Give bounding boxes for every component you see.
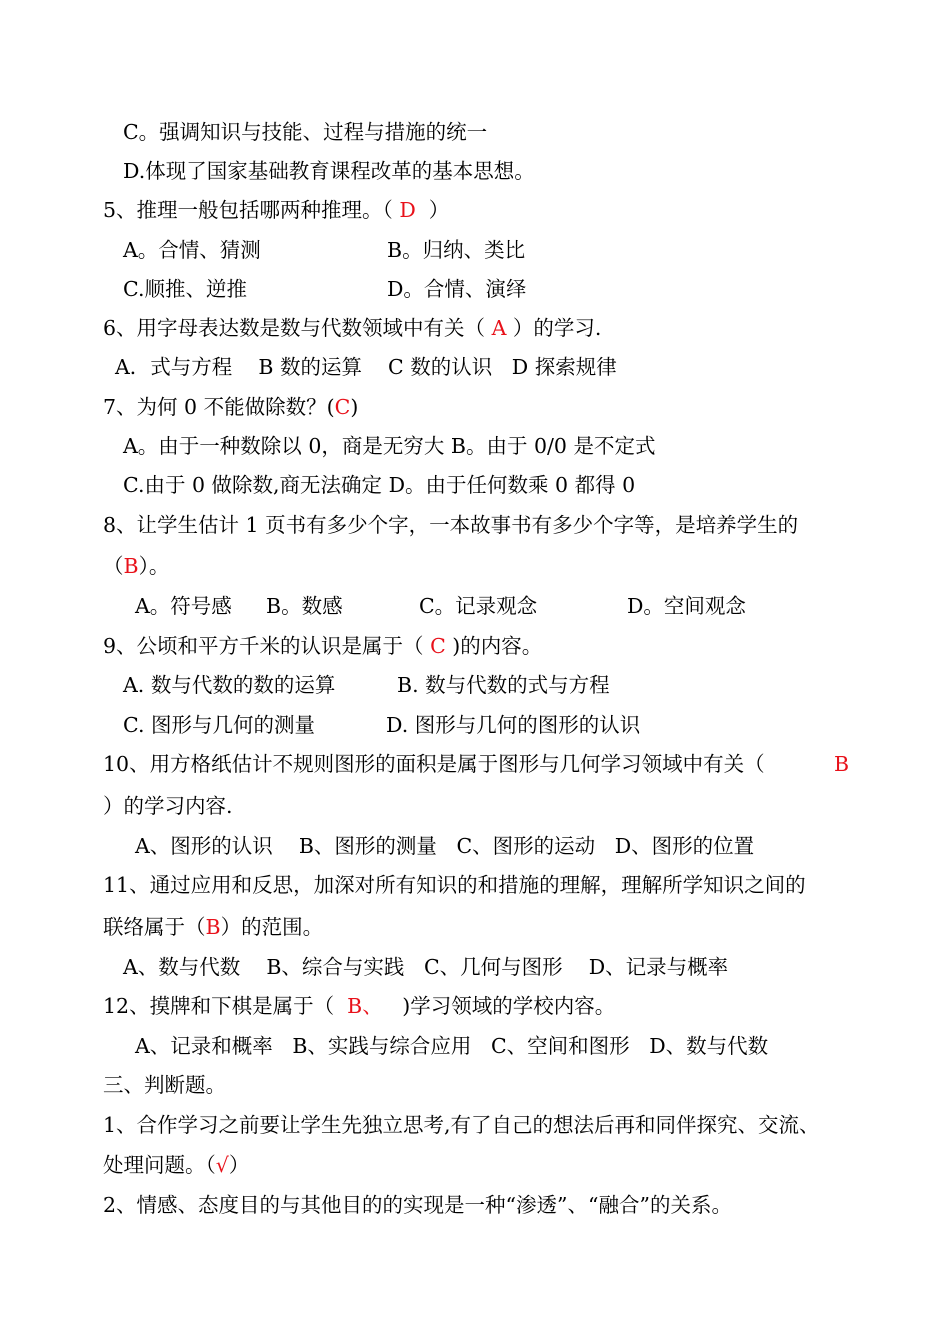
q5-option-b: B。归纳、类比 <box>387 238 526 262</box>
q9-option-b: B. 数与代数的式与方程 <box>397 673 610 697</box>
q4-option-c: C。强调知识与技能、过程与措施的统一 <box>123 120 488 144</box>
question-8-line2 <box>103 552 169 580</box>
q8-option-b: B。数感 <box>266 594 343 618</box>
q5-option-c: C.顺推、逆推 <box>123 277 247 301</box>
q6-options: A．式与方程 B 数的运算 C 数的认识 D 探索规律 <box>115 355 617 379</box>
question-8: 8、让学生估计 1 页书有多少个字，一本故事书有多少个字等，是培养学生的 <box>103 513 799 537</box>
question-6 <box>103 314 601 342</box>
q4-option-d: D.体现了国家基础教育课程改革的基本思想。 <box>123 159 535 183</box>
q8-option-d: D。空间观念 <box>627 594 746 618</box>
j1-stem-end: ） <box>228 1153 250 1177</box>
q7-options-cd: C.由于 0 做除数,商无法确定 D。由于任何数乘 0 都得 0 <box>123 473 636 497</box>
q7-answer: C <box>334 395 351 419</box>
q11-stem: 联络属于（ <box>103 915 206 939</box>
q7-stem: 7、为何 0 不能做除数？( <box>103 395 335 419</box>
q9-option-d: D. 图形与几何的图形的认识 <box>386 713 641 737</box>
q12-options: A、记录和概率 B、实践与综合应用 C、空间和图形 D、数与代数 <box>135 1034 769 1058</box>
q12-stem: 12、摸牌和下棋是属于（ <box>103 994 348 1018</box>
question-10: 10、用方格纸估计不规则图形的面积是属于图形与几何学习领域中有关（ <box>103 752 765 776</box>
q9-answer: C <box>430 634 446 658</box>
q5-option-a: A。合情、猜测 <box>123 238 261 262</box>
q12-answer: B、 <box>347 994 383 1018</box>
judgement-2: 2、情感、态度目的与其他目的的实现是一种“渗透”、“融合”的关系。 <box>103 1193 732 1217</box>
q9-option-c: C. 图形与几何的测量 <box>123 713 315 737</box>
q5-stem-end: ） <box>415 198 450 222</box>
q12-stem-end: )学习领域的学校内容。 <box>382 994 616 1018</box>
q6-answer: A <box>491 316 507 340</box>
q11-stem-end: ）的范围。 <box>220 915 324 939</box>
judgement-1-line2 <box>103 1151 249 1179</box>
q5-option-d: D。合情、演绎 <box>387 277 527 301</box>
q8-bracket-close: ）。 <box>138 554 170 578</box>
q10-answer: B <box>834 752 850 776</box>
q7-options-ab: A。由于一种数除以 0，商是无穷大 B。由于 0/0 是不定式 <box>123 434 656 458</box>
question-9 <box>103 632 542 660</box>
question-11: 11、通过应用和反思，加深对所有知识的和措施的理解，理解所学知识之间的 <box>103 873 806 897</box>
question-5 <box>103 196 449 224</box>
q9-stem-end: )的内容。 <box>445 634 543 658</box>
q9-stem: 9、公顷和平方千米的认识是属于（ <box>103 634 431 658</box>
q10-options: A、图形的认识 B、图形的测量 C、图形的运动 D、图形的位置 <box>135 834 755 858</box>
question-10-line2: ）的学习内容. <box>103 794 233 818</box>
section-title-judgement: 三、判断题。 <box>103 1073 226 1097</box>
q5-answer: D <box>399 198 416 222</box>
q9-option-a: A. 数与代数的数的运算 <box>123 673 336 697</box>
judgement-1: 1、合作学习之前要让学生先独立思考,有了自己的想法后再和同伴探究、交流、 <box>103 1113 820 1137</box>
question-12 <box>103 992 615 1020</box>
q8-option-c: C。记录观念 <box>419 594 538 618</box>
q6-stem: 6、用字母表达数是数与代数领域中有关（ <box>103 316 492 340</box>
j1-answer-checkmark: √ <box>215 1153 229 1177</box>
q6-stem-end: ）的学习. <box>506 316 602 340</box>
q11-answer: B <box>205 915 221 939</box>
q8-bracket-open: （ <box>103 554 124 578</box>
question-7 <box>103 393 358 421</box>
question-11-line2 <box>103 913 323 941</box>
q8-answer: B <box>123 554 139 578</box>
q7-stem-end: ) <box>350 395 359 419</box>
j1-stem: 处理问题。（ <box>103 1153 216 1177</box>
q8-option-a: A。符号感 <box>135 594 232 618</box>
q5-stem: 5、推理一般包括哪两种推理。（ <box>103 198 400 222</box>
q11-options: A、数与代数 B、综合与实践 C、几何与图形 D、记录与概率 <box>123 955 729 979</box>
